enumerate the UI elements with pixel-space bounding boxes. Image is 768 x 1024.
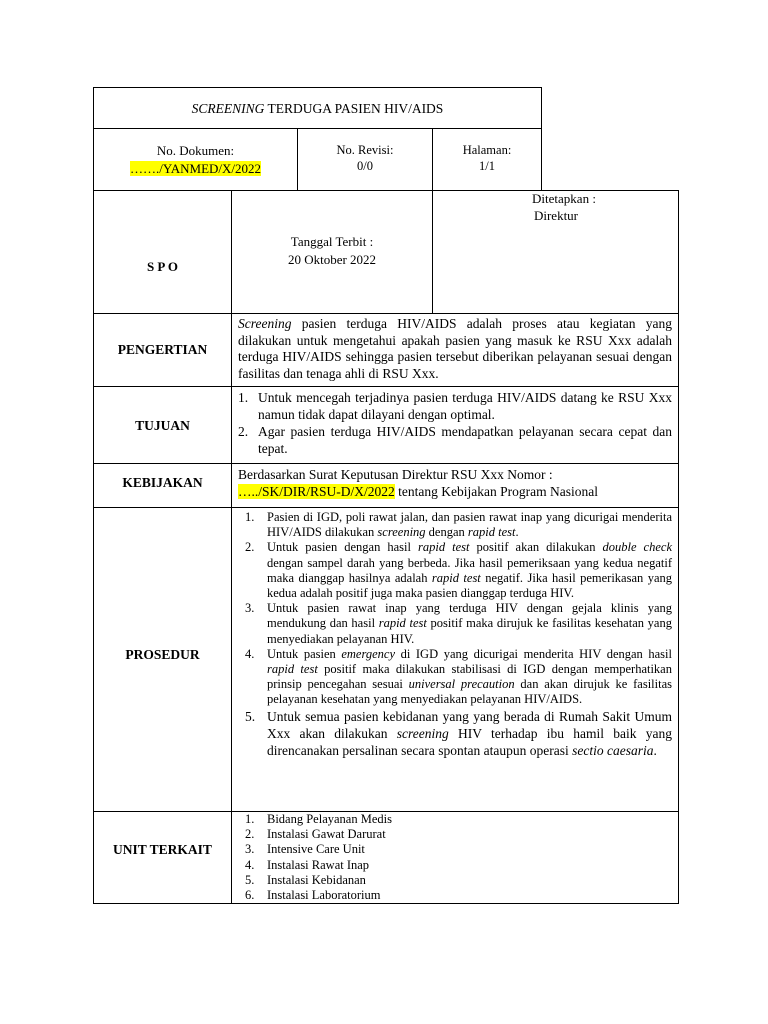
ditetapkan-value: Direktur bbox=[533, 208, 579, 223]
kebijakan-text bbox=[238, 466, 672, 500]
tujuan-label: TUJUAN bbox=[135, 418, 190, 433]
list-item: 5. Instalasi Kebidanan bbox=[245, 872, 366, 887]
list-item: 1. Untuk mencegah terjadinya pasien terduga HIV/AIDS datang ke RSU Xxx namun tidak dapat dilayani dengan optimal. bbox=[238, 390, 672, 422]
list-item: 2. Untuk pasien dengan hasil rapid test positif akan dilakukan double check dengan sampel darah yang berbeda. Jika hasil pemeriksaan yang kedua negatif maka dianggap hasilnya adalah rapid test negatif. Jika hasil pemerikasan yang kedua adalah positif juga maka pasien dianggap terduga HIV. bbox=[245, 540, 672, 601]
list-item: 4. Instalasi Rawat Inap bbox=[245, 857, 370, 872]
tujuan-list bbox=[238, 389, 672, 457]
tanggal-label: Tanggal Terbit : bbox=[290, 234, 374, 249]
list-item: 3. Intensive Care Unit bbox=[245, 842, 365, 857]
document-title bbox=[93, 101, 542, 116]
kebijakan-line1: Berdasarkan Surat Keputusan Direktur RSU Xxx Nomor : bbox=[238, 467, 553, 482]
revision-value: 0/0 bbox=[357, 159, 373, 173]
pengertian-label: PENGERTIAN bbox=[117, 342, 208, 357]
pengertian-text bbox=[238, 316, 672, 382]
prosedur-list bbox=[245, 510, 672, 759]
list-item: 2. Agar pasien terduga HIV/AIDS mendapatkan pelayanan secara cepat dan tepat. bbox=[238, 424, 672, 456]
list-item: 1. Pasien di IGD, poli rawat jalan, dan pasien rawat inap yang dicurigai menderita HIV/AIDS dilakukan screening dengan rapid test. bbox=[245, 510, 672, 540]
title-rest: TERDUGA PASIEN HIV/AIDS bbox=[264, 101, 444, 116]
ditetapkan-label: Ditetapkan : bbox=[532, 191, 596, 206]
pengertian-body: pasien terduga HIV/AIDS adalah proses atau kegiatan yang dilakukan untuk mengetahui apakah pasien yang masuk ke RSU Xxx adalah terduga HIV/AIDS sehingga pasien tersebut diberikan pelayanan sesuai dengan fasilitas dan tenaga ahli di RSU Xxx. bbox=[238, 316, 672, 381]
page-value: 1/1 bbox=[479, 159, 495, 173]
unit-list bbox=[245, 812, 672, 903]
tanggal-value: 20 Oktober 2022 bbox=[287, 252, 377, 267]
page-label: Halaman: bbox=[462, 143, 512, 157]
kebijakan-label: KEBIJAKAN bbox=[122, 475, 203, 490]
doc-number-value bbox=[93, 161, 298, 176]
list-item: 2. Instalasi Gawat Darurat bbox=[245, 827, 386, 842]
kebijakan-line2: …../SK/DIR/RSU-D/X/2022 tentang Kebijakan Program Nasional bbox=[238, 484, 598, 499]
title-italic: SCREENING bbox=[191, 101, 265, 116]
revision-label: No. Revisi: bbox=[336, 143, 394, 157]
list-item: 5. Untuk semua pasien kebidanan yang yang berada di Rumah Sakit Umum Xxx akan dilakukan screening HIV terhadap ibu hamil baik yang direncanakan persalinan secara spontan ataupun operasi sectio caesaria. bbox=[245, 708, 672, 758]
doc-number-cell bbox=[93, 128, 298, 191]
list-item: 3. Untuk pasien rawat inap yang terduga HIV dengan gejala klinis yang mendukung dan hasil rapid test positif maka dirujuk ke fasilitas kesehatan yang menyediakan pelayanan HIV. bbox=[245, 601, 672, 646]
spo-label-cell bbox=[93, 190, 232, 314]
spo-label: S P O bbox=[146, 259, 179, 274]
prosedur-label: PROSEDUR bbox=[125, 647, 200, 662]
list-item: 6. Instalasi Laboratorium bbox=[245, 888, 381, 903]
list-item: 4. Untuk pasien emergency di IGD yang dicurigai menderita HIV dengan hasil rapid test positif maka dilakukan stabilisasi di IGD dengan memperhatikan prinsip pencegahan sesuai universal precaution dan akan dirujuk ke fasilitas pelayanan kesehatan yang menyediakan pelayanan HIV/AIDS. bbox=[245, 646, 673, 707]
pengertian-italic: Screening bbox=[238, 316, 292, 331]
list-item: 1. Bidang Pelayanan Medis bbox=[245, 812, 392, 826]
doc-number-label: No. Dokumen: bbox=[156, 143, 235, 158]
kebijakan-sk-number: …../SK/DIR/RSU-D/X/2022 bbox=[238, 484, 395, 499]
unit-label: UNIT TERKAIT bbox=[113, 842, 212, 857]
doc-number-highlight: ……./YANMED/X/2022 bbox=[129, 161, 262, 176]
